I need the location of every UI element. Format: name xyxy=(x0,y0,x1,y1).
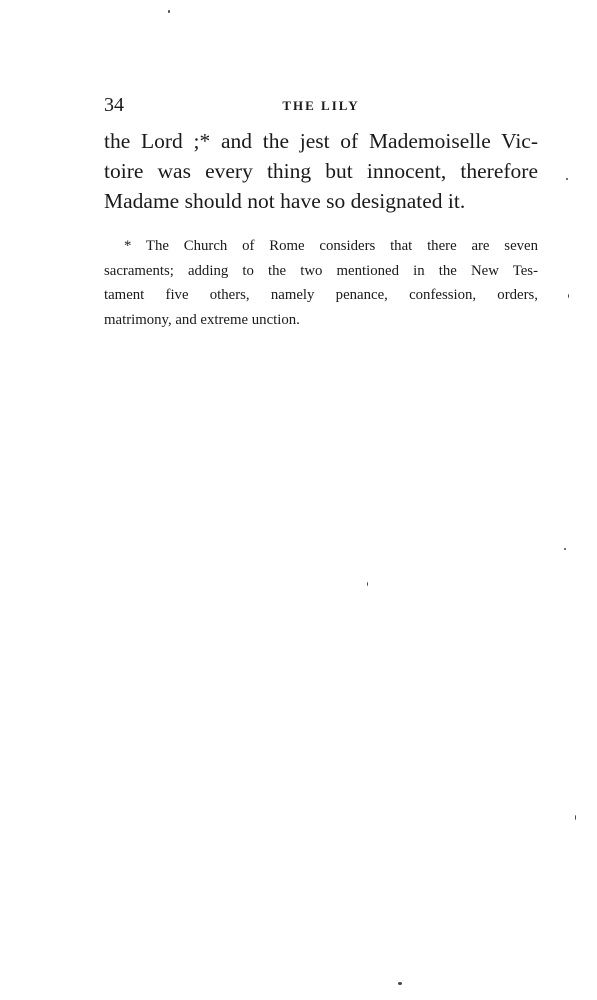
running-title: THE LILY xyxy=(282,98,360,113)
body-line: toire was every thing but innocent, therefore xyxy=(104,159,538,183)
running-head xyxy=(104,92,538,118)
scan-speck xyxy=(564,548,566,550)
footnote-line: * The Church of Rome considers that there are seven xyxy=(124,238,538,254)
scan-speck xyxy=(566,178,568,180)
footnote-line: tament five others, namely penance, confession, orders, xyxy=(104,287,538,303)
footnote-line: sacraments; adding to the two mentioned in the New Tes- xyxy=(104,262,538,279)
body-paragraph xyxy=(104,126,538,216)
body-line: Madame should not have so designated it. xyxy=(104,189,466,213)
scan-speck xyxy=(367,582,368,586)
page-number: 34 xyxy=(104,94,124,116)
scan-speck xyxy=(575,815,576,820)
scan-speck xyxy=(568,294,569,298)
body-line: the Lord ;* and the jest of Mademoiselle Vic- xyxy=(104,129,538,153)
scan-speck xyxy=(398,982,402,985)
footnote-line: matrimony, and extreme unction. xyxy=(104,311,300,328)
footnote xyxy=(104,234,538,332)
scan-speck xyxy=(168,10,170,13)
